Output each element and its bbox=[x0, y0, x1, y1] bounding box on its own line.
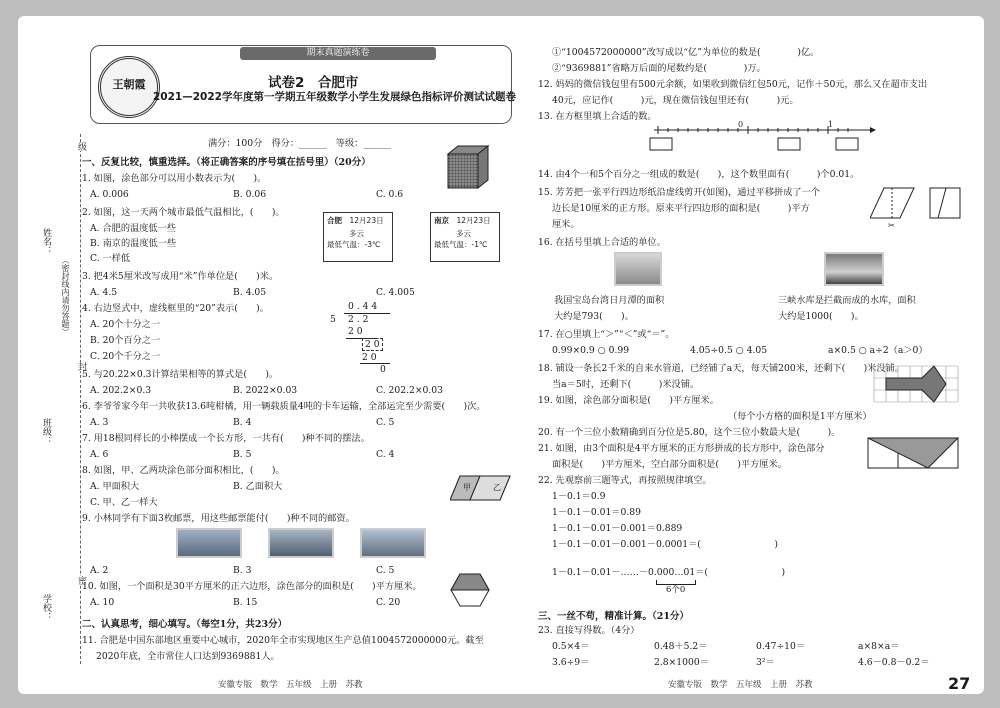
score-line: 满分：100分 得分：______ 等级：______ bbox=[208, 138, 391, 149]
q15-stem: 15. 芳芳把一张平行四边形纸沿虚线剪开(如图)，通过平移拼成了一个 bbox=[538, 187, 820, 198]
q22-eq-4: 1－0.1－0.01－0.001－0.0001＝( ) bbox=[552, 539, 778, 550]
q6-stem: 6. 李爷爷家今年一共收获13.6吨柑橘，用一辆载质量4吨的卡车运输，全部运完至少需要( )次。 bbox=[82, 401, 486, 412]
q2-option-b: B. 南京的温度低一些 bbox=[90, 238, 177, 249]
stamp-1-image bbox=[176, 528, 242, 558]
q17-stem: 17. 在○里填上“＞”“＜”或“＝”。 bbox=[538, 329, 675, 340]
name-label: 姓名： bbox=[41, 228, 51, 255]
calc-item-5: 3.6÷9＝ bbox=[552, 657, 590, 668]
division-remainder: 0 bbox=[380, 364, 386, 375]
seal-mark-2: 封 bbox=[76, 362, 86, 371]
q6-option-c: C. 5 bbox=[376, 417, 395, 428]
q12-stem: 12. 妈妈的微信钱包里有500元余额，如果收到微信红包50元，记作＋50元，那么又在超市支出 bbox=[538, 79, 928, 90]
calc-item-4: a×8×a＝ bbox=[858, 641, 900, 652]
q1-option-b: B. 0.06 bbox=[233, 189, 267, 200]
q6-option-b: B. 4 bbox=[233, 417, 252, 428]
figure-label-jia: 甲 bbox=[463, 483, 471, 492]
q22-eq-2: 1－0.1－0.01＝0.89 bbox=[552, 507, 641, 518]
number-line-label-1: 1 bbox=[828, 120, 834, 129]
weather-card-nanjing bbox=[430, 212, 500, 262]
q4-option-c: C. 20个千分之一 bbox=[90, 351, 161, 362]
q2-stem: 2. 如图，这一天两个城市最低气温相比，( )。 bbox=[82, 207, 285, 218]
q14-stem: 14. 由4个一和5个百分之一组成的数是( )，这个数里面有( )个0.01。 bbox=[538, 169, 860, 180]
q8-option-c: C. 甲、乙一样大 bbox=[90, 497, 158, 508]
division-dividend: 2 . 2 bbox=[348, 314, 369, 325]
q22-eq-5: 1－0.1－0.01－……－0.000…01＝( ) bbox=[552, 567, 786, 578]
class-label: 班级： bbox=[41, 418, 51, 445]
q8-stem: 8. 如图，甲、乙两块涂色部分面积相比，( )。 bbox=[82, 465, 285, 476]
q15-stem-3: 厘米。 bbox=[552, 219, 580, 230]
rectangle-squares-figure bbox=[866, 436, 962, 472]
q7-option-b: B. 5 bbox=[233, 449, 252, 460]
q10-option-c: C. 20 bbox=[376, 597, 401, 608]
calc-item-1: 0.5×4＝ bbox=[552, 641, 590, 652]
long-division-figure bbox=[328, 300, 408, 375]
calc-item-3: 0.47÷10＝ bbox=[756, 641, 806, 652]
q16a-text: 我国宝岛台湾日月潭的面积 bbox=[554, 295, 665, 306]
q19-stem: 19. 如图，涂色部分面积是( )平方厘米。 bbox=[538, 395, 719, 406]
q21-stem-2: 面积是( )平方厘米，空白部分面积是( )平方厘米。 bbox=[552, 459, 787, 470]
section-2-title: 二、认真思考，细心填写。（每空1分，共23分） bbox=[82, 619, 288, 630]
q8-option-b: B. 乙面积大 bbox=[233, 481, 283, 492]
q13-stem: 13. 在方框里填上合适的数。 bbox=[538, 111, 657, 122]
q9-option-a: A. 2 bbox=[90, 565, 109, 576]
q17-item-c: a×0.5 ○ a÷2（a＞0） bbox=[828, 345, 928, 356]
seal-mark-1: 级 bbox=[76, 142, 86, 151]
calc-item-8: 4.6－0.8－0.2＝ bbox=[858, 657, 930, 668]
q4-option-b: B. 20个百分之一 bbox=[90, 335, 161, 346]
footer-right: 安徽专版 数学 五年级 上册 苏教 bbox=[668, 680, 813, 690]
paper-subtitle: 2021—2022学年度第一学期五年级数学小学生发展绿色指标评价测试试题卷 bbox=[153, 91, 516, 103]
q9-stem: 9. 小林同学有下面3枚邮票，用这些邮票能付( )种不同的邮资。 bbox=[82, 513, 355, 524]
calc-item-6: 2.8×1000＝ bbox=[654, 657, 709, 668]
q3-stem: 3. 把4米5厘米改写成用“米”作单位是( )米。 bbox=[82, 271, 279, 282]
q1-stem: 1. 如图，涂色部分可以用小数表示为( )。 bbox=[82, 173, 267, 184]
q16b-text-2: 大约是1000( )。 bbox=[778, 311, 864, 322]
q11-stem: 11. 合肥是中国东部地区重要中心城市，2020年全市实现地区生产总值1004572000000元。截至 bbox=[82, 635, 484, 646]
q4-option-a: A. 20个十分之一 bbox=[90, 319, 161, 330]
q11-part-2: ②“9369881”省略万后面的尾数约是( )万。 bbox=[552, 63, 766, 74]
q10-option-a: A. 10 bbox=[90, 597, 115, 608]
q4-stem: 4. 右边竖式中，虚线框里的“20”表示( )。 bbox=[82, 303, 269, 314]
q21-stem: 21. 如图，由3个面积是4平方厘米的正方形拼成的长方形中，涂色部分 bbox=[538, 443, 825, 454]
logo-text: 王朝霞 bbox=[112, 78, 146, 91]
q7-option-a: A. 6 bbox=[90, 449, 109, 460]
three-gorges-image bbox=[824, 252, 884, 286]
q8-option-a: A. 甲面积大 bbox=[90, 481, 140, 492]
figure-label-yi: 乙 bbox=[493, 483, 501, 492]
q19-note: （每个小方格的面积是1平方厘米） bbox=[728, 411, 872, 422]
weather-card-hefei bbox=[323, 212, 393, 262]
division-quotient: 0 . 4 4 bbox=[348, 301, 378, 312]
q7-stem: 7. 用18根同样长的小棒摆成一个长方形，一共有( )种不同的摆法。 bbox=[82, 433, 370, 444]
q20-stem: 20. 有一个三位小数精确到百分位是5.80，这个三位小数最大是( )。 bbox=[538, 427, 841, 438]
q3-option-a: A. 4.5 bbox=[90, 287, 118, 298]
stamp-3-image bbox=[360, 528, 426, 558]
svg-text:✂: ✂ bbox=[888, 221, 895, 228]
cube-grid-figure bbox=[446, 144, 490, 190]
exam-page bbox=[18, 16, 984, 694]
q16-stem: 16. 在括号里填上合适的单位。 bbox=[538, 237, 666, 248]
q9-option-b: B. 3 bbox=[233, 565, 252, 576]
q10-option-b: B. 15 bbox=[233, 597, 258, 608]
hexagon-figure bbox=[450, 572, 490, 608]
number-line-figure bbox=[648, 118, 878, 152]
q17-item-a: 0.99×0.9 ○ 0.99 bbox=[552, 345, 630, 356]
q18-stem-2: 当a＝5时，还剩下( )米没铺。 bbox=[552, 379, 700, 390]
parallelogram-split-figure bbox=[450, 474, 512, 502]
q11-stem-2: 2020年底，全市常住人口达到9369881人。 bbox=[96, 651, 280, 662]
q16b-text: 三峡水库是拦截而成的水库，面积 bbox=[778, 295, 916, 306]
weather-nanjing-temp: 最低气温：-1℃ bbox=[434, 240, 488, 249]
section-3-title: 三、一丝不苟，精准计算。（21分） bbox=[538, 611, 689, 622]
q12-stem-2: 40元，应记作( )元，现在微信钱包里还有( )元。 bbox=[552, 95, 799, 106]
weather-nanjing-desc: 多云 bbox=[456, 229, 471, 238]
calc-item-2: 0.48＋5.2＝ bbox=[654, 641, 708, 652]
q3-option-b: B. 4.05 bbox=[233, 287, 267, 298]
school-label: 学校： bbox=[41, 594, 51, 621]
q10-stem: 10. 如图，一个面积是30平方厘米的正六边形，涂色部分的面积是( )平方厘米。 bbox=[82, 581, 422, 592]
publisher-logo bbox=[98, 56, 160, 118]
q17-item-b: 4.05÷0.5 ○ 4.05 bbox=[690, 345, 768, 356]
q1-option-a: A. 0.006 bbox=[90, 189, 129, 200]
section-1-title: 一、反复比较，慎重选择。（将正确答案的序号填在括号里）（20分） bbox=[82, 157, 371, 168]
q7-option-c: C. 4 bbox=[376, 449, 395, 460]
q16a-text-2: 大约是793( )。 bbox=[554, 311, 634, 322]
weather-hefei-temp: 最低气温：-3℃ bbox=[327, 240, 381, 249]
division-row-1: 2 0 bbox=[348, 326, 363, 337]
q2-option-a: A. 合肥的温度低一些 bbox=[90, 223, 176, 234]
q5-option-a: A. 202.2×0.3 bbox=[90, 385, 152, 396]
division-row-3: 2 0 bbox=[362, 352, 377, 363]
q5-option-b: B. 2022×0.03 bbox=[233, 385, 298, 396]
q1-option-c: C. 0.6 bbox=[376, 189, 404, 200]
q22-brace-label: 6个0 bbox=[666, 585, 686, 595]
seal-note: （密封线内请勿答题） bbox=[61, 256, 70, 336]
stamp-2-image bbox=[268, 528, 334, 558]
footer-left: 安徽专版 数学 五年级 上册 苏教 bbox=[218, 680, 363, 690]
seal-mark-3: 密 bbox=[76, 576, 86, 585]
weather-nanjing-city: 南京 12月23日 bbox=[434, 216, 491, 225]
q11-part-1: ①“1004572000000”改写成以“亿”为单位的数是( )亿。 bbox=[552, 47, 820, 58]
q18-stem: 18. 铺设一条长2千米的自来水管道，已经铺了a天，每天铺200米，还剩下( )米没铺。 bbox=[538, 363, 904, 374]
q23-stem: 23. 直接写得数。（4分） bbox=[538, 625, 640, 636]
q6-option-a: A. 3 bbox=[90, 417, 109, 428]
q22-eq-1: 1－0.1＝0.9 bbox=[552, 491, 606, 502]
q5-option-c: C. 202.2×0.03 bbox=[376, 385, 443, 396]
q3-option-c: C. 4.005 bbox=[376, 287, 415, 298]
weather-hefei-desc: 多云 bbox=[349, 229, 364, 238]
division-dashed-box: 2 0 bbox=[362, 338, 383, 351]
q5-stem: 5. 与20.22×0.3计算结果相等的算式是( )。 bbox=[82, 369, 279, 380]
q9-option-c: C. 5 bbox=[376, 565, 395, 576]
calc-item-7: 3²＝ bbox=[756, 657, 775, 668]
paper-title: 试卷2 合肥市 bbox=[268, 75, 359, 91]
page-number: 27 bbox=[948, 674, 971, 693]
weather-hefei-city: 合肥 12月23日 bbox=[327, 216, 384, 225]
grid-shape-figure bbox=[872, 364, 962, 414]
q15-stem-2: 边长是10厘米的正方形。原来平行四边形的面积是( )平方 bbox=[552, 203, 810, 214]
division-divisor: 5 bbox=[330, 314, 336, 325]
q2-option-c: C. 一样低 bbox=[90, 253, 131, 264]
q22-stem: 22. 先观察前三题等式，再按照规律填空。 bbox=[538, 475, 712, 486]
header-banner: 期末真题演练卷 bbox=[240, 47, 436, 60]
sun-moon-lake-image bbox=[614, 252, 662, 286]
q22-eq-3: 1－0.1－0.01－0.001＝0.889 bbox=[552, 523, 683, 534]
parallelogram-cut-figure bbox=[870, 184, 970, 228]
number-line-label-0: 0 bbox=[738, 120, 744, 129]
